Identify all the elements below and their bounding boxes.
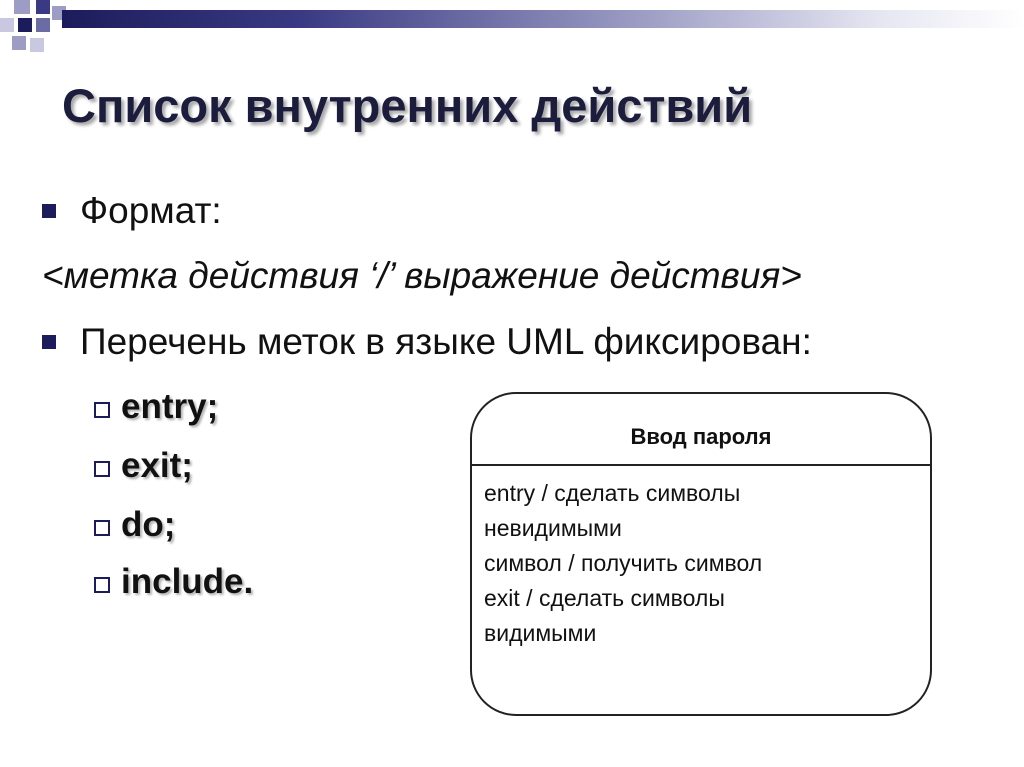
decorative-square: [14, 0, 30, 14]
state-divider: [472, 464, 930, 466]
label-item-text: entry;: [121, 387, 219, 426]
slide-title: Список внутренних действий: [62, 79, 753, 132]
decorative-square: [0, 18, 14, 32]
internal-action-line: символ / получить символ: [484, 550, 763, 576]
internal-action-line: невидимыми: [484, 515, 622, 541]
format-syntax: <метка действия ‘/’ выражение действия>: [42, 255, 802, 296]
internal-action-line: видимыми: [484, 620, 597, 646]
uml-state-box: [470, 392, 932, 716]
decorative-square: [12, 36, 26, 50]
decorative-square: [36, 18, 50, 32]
bullet-square-icon: [42, 335, 56, 349]
hollow-square-icon: [94, 461, 110, 477]
decorative-square: [30, 38, 44, 52]
internal-action-line: exit / сделать символы: [484, 585, 725, 611]
decorative-square: [18, 18, 32, 32]
bullet-square-icon: [42, 204, 56, 218]
internal-action-line: entry / сделать символы: [484, 480, 741, 506]
hollow-square-icon: [94, 577, 110, 593]
label-item-text: include.: [121, 562, 254, 601]
bullet-text: Перечень меток в языке UML фиксирован:: [80, 321, 812, 362]
state-name: Ввод пароля: [630, 424, 772, 449]
hollow-square-icon: [94, 402, 110, 418]
decorative-square: [36, 0, 50, 14]
state-internal-actions: [484, 476, 762, 651]
header-gradient-bar: [62, 10, 1024, 28]
label-item-text: do;: [121, 505, 176, 544]
hollow-square-icon: [94, 520, 110, 536]
bullet-text: Формат:: [80, 190, 222, 231]
label-item-text: exit;: [121, 446, 193, 485]
